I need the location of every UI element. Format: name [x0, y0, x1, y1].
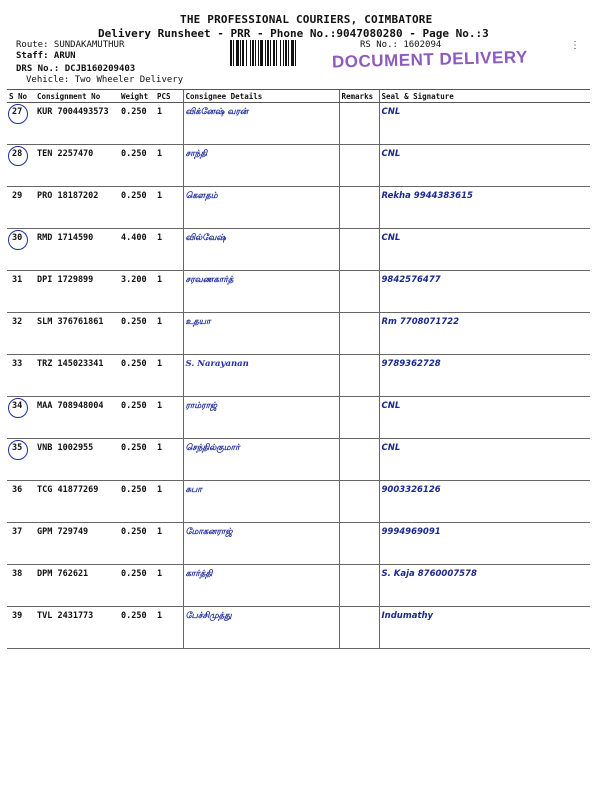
weight-cell: 0.250 [119, 397, 155, 439]
consignment-cell: DPI 1729899 [35, 271, 119, 313]
consignment-cell: TVL 2431773 [35, 607, 119, 649]
sno-text: 37 [12, 527, 23, 537]
consignee-cell: S. Narayanan [183, 355, 339, 397]
remarks-cell [339, 481, 379, 523]
seal-cell: CNL [379, 229, 590, 271]
consignee-cell: வில்வேஷ் [183, 229, 339, 271]
sno-cell [7, 355, 35, 397]
col-consignee: Consignee Details [183, 90, 339, 103]
pcs-cell: 1 [155, 481, 183, 523]
consignment-cell: DPM 762621 [35, 565, 119, 607]
pcs-cell: 1 [155, 271, 183, 313]
vehicle-label: Vehicle: Two Wheeler Delivery [26, 75, 184, 85]
sno-text: 28 [12, 149, 23, 159]
pcs-cell: 1 [155, 523, 183, 565]
weight-cell: 0.250 [119, 103, 155, 145]
seal-cell: Indumathy [379, 607, 590, 649]
seal-cell: S. Kaja 8760007578 [379, 565, 590, 607]
weight-cell: 0.250 [119, 313, 155, 355]
staff-label: Staff: ARUN [16, 51, 76, 61]
pcs-cell: 1 [155, 565, 183, 607]
table-row [7, 607, 590, 649]
remarks-cell [339, 397, 379, 439]
consignee-cell: மோகனராஜ் [183, 523, 339, 565]
consignment-cell: RMD 1714590 [35, 229, 119, 271]
remarks-cell [339, 103, 379, 145]
sno-text: 31 [12, 275, 23, 285]
remarks-cell [339, 523, 379, 565]
col-weight: Weight [119, 90, 155, 103]
consignment-cell: KUR 7004493573 [35, 103, 119, 145]
remarks-cell [339, 145, 379, 187]
consignment-cell: TRZ 145023341 [35, 355, 119, 397]
consignment-cell: PRO 18187202 [35, 187, 119, 229]
menu-dots-icon: ⋮ [570, 40, 580, 51]
weight-cell: 4.400 [119, 229, 155, 271]
consignee-cell: உதயா [183, 313, 339, 355]
consignee-cell: சாந்தி [183, 145, 339, 187]
sno-text: 38 [12, 569, 23, 579]
col-remarks: Remarks [339, 90, 379, 103]
delivery-table [7, 89, 590, 649]
pcs-cell: 1 [155, 355, 183, 397]
weight-cell: 0.250 [119, 187, 155, 229]
consignee-cell: பேச்சிமுத்து [183, 607, 339, 649]
table-row [7, 565, 590, 607]
sno-cell [7, 397, 35, 439]
consignee-cell: சுபா [183, 481, 339, 523]
sno-cell [7, 607, 35, 649]
table-row [7, 439, 590, 481]
pcs-cell: 1 [155, 439, 183, 481]
seal-cell: 9842576477 [379, 271, 590, 313]
remarks-cell [339, 607, 379, 649]
pcs-cell: 1 [155, 187, 183, 229]
table-header-row [7, 90, 590, 103]
sno-cell [7, 523, 35, 565]
seal-cell: CNL [379, 439, 590, 481]
remarks-cell [339, 439, 379, 481]
sno-cell [7, 271, 35, 313]
seal-cell: 9789362728 [379, 355, 590, 397]
sno-text: 30 [12, 233, 23, 243]
sno-cell [7, 313, 35, 355]
weight-cell: 0.250 [119, 355, 155, 397]
col-seal: Seal & Signature [379, 90, 590, 103]
sno-cell [7, 229, 35, 271]
drs-number: DRS No.: DCJB160209403 [16, 64, 136, 74]
seal-cell: 9003326126 [379, 481, 590, 523]
sno-text: 27 [12, 107, 23, 117]
table-row [7, 229, 590, 271]
sno-text: 32 [12, 317, 23, 327]
consignment-cell: VNB 1002955 [35, 439, 119, 481]
consignment-cell: GPM 729749 [35, 523, 119, 565]
sno-cell [7, 103, 35, 145]
consignee-cell: கௌதம் [183, 187, 339, 229]
pcs-cell: 1 [155, 313, 183, 355]
sno-cell [7, 145, 35, 187]
pcs-cell: 1 [155, 607, 183, 649]
consignee-cell: விக்னேஷ் வரன் [183, 103, 339, 145]
consignment-cell: SLM 376761861 [35, 313, 119, 355]
seal-cell: CNL [379, 397, 590, 439]
weight-cell: 0.250 [119, 481, 155, 523]
sno-cell [7, 439, 35, 481]
table-row [7, 355, 590, 397]
pcs-cell: 1 [155, 145, 183, 187]
consignment-cell: TCG 41877269 [35, 481, 119, 523]
sno-cell [7, 565, 35, 607]
pcs-cell: 1 [155, 397, 183, 439]
remarks-cell [339, 187, 379, 229]
col-consignment: Consignment No [35, 90, 119, 103]
sno-text: 34 [12, 401, 23, 411]
weight-cell: 0.250 [119, 523, 155, 565]
remarks-cell [339, 229, 379, 271]
consignee-cell: ராம்ராஜ் [183, 397, 339, 439]
weight-cell: 3.200 [119, 271, 155, 313]
pcs-cell: 1 [155, 103, 183, 145]
weight-cell: 0.250 [119, 145, 155, 187]
sno-text: 33 [12, 359, 23, 369]
consignee-cell: செந்தில்குமார் [183, 439, 339, 481]
seal-cell: Rekha 9944383615 [379, 187, 590, 229]
seal-cell: 9994969091 [379, 523, 590, 565]
table-row [7, 103, 590, 145]
pcs-cell: 1 [155, 229, 183, 271]
col-sno: S No [7, 90, 35, 103]
remarks-cell [339, 355, 379, 397]
sno-text: 39 [12, 611, 23, 621]
sno-text: 35 [12, 443, 23, 453]
sno-text: 29 [12, 191, 23, 201]
sno-text: 36 [12, 485, 23, 495]
table-row [7, 481, 590, 523]
rs-number: RS No.: 1602094 [360, 40, 442, 50]
remarks-cell [339, 271, 379, 313]
company-title: THE PROFESSIONAL COURIERS, COIMBATORE [180, 13, 433, 26]
runsheet-title: Delivery Runsheet - PRR - Phone No.:9047080280 - Page No.:3 [98, 27, 489, 40]
remarks-cell [339, 313, 379, 355]
seal-cell: Rm 7708071722 [379, 313, 590, 355]
table-row [7, 145, 590, 187]
route-label: Route: SUNDAKAMUTHUR [16, 40, 125, 50]
table-row [7, 187, 590, 229]
weight-cell: 0.250 [119, 439, 155, 481]
sno-cell [7, 187, 35, 229]
table-row [7, 313, 590, 355]
consignee-cell: கார்த்தி [183, 565, 339, 607]
seal-cell: CNL [379, 103, 590, 145]
seal-cell: CNL [379, 145, 590, 187]
consignment-cell: MAA 708948004 [35, 397, 119, 439]
table-row [7, 271, 590, 313]
document-delivery-stamp: DOCUMENT DELIVERY [331, 47, 529, 72]
remarks-cell [339, 565, 379, 607]
consignment-cell: TEN 2257470 [35, 145, 119, 187]
table-row [7, 523, 590, 565]
weight-cell: 0.250 [119, 565, 155, 607]
consignee-cell: சரவணகார்த் [183, 271, 339, 313]
col-pcs: PCS [155, 90, 183, 103]
table-row [7, 397, 590, 439]
sno-cell [7, 481, 35, 523]
weight-cell: 0.250 [119, 607, 155, 649]
